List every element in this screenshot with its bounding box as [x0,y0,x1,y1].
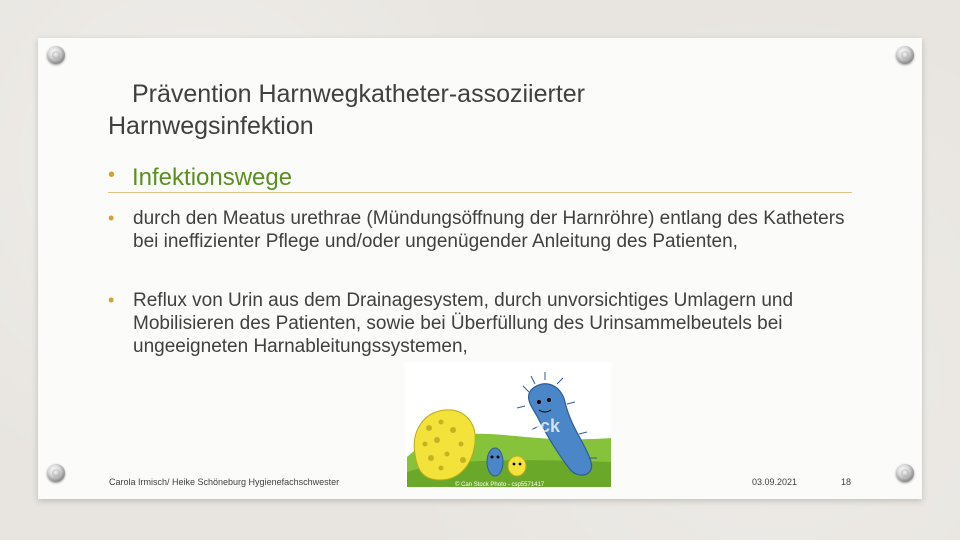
pin-bottom-left-icon [47,464,65,482]
bacteria-cartoon-image [405,362,611,487]
bacteria-cartoon-illustration [405,362,611,487]
image-watermark: CanStock [477,416,561,436]
bullet-dot-icon: • [108,164,116,186]
pin-top-right-icon [896,46,914,64]
bullet-text: durch den Meatus urethrae (Mündungsöffnung der Harnröhre) entlang des Katheters bei ineffizienter Pflege und/oder ungenügender Anleitung des Patienten, [133,208,845,252]
title-line-2: Harnwegsinfektion [108,112,314,140]
image-caption: © Can Stock Photo - csp5571417 [455,482,545,487]
bullet-item [108,207,848,253]
bullet-item [108,289,848,358]
title-line-1: Prävention Harnwegkatheter-assoziierter [132,80,585,108]
bullet-dot-icon: • [108,290,115,310]
section-heading-text: Infektionswege [132,164,293,191]
bullet-text: Reflux von Urin aus dem Drainagesystem, durch unvorsichtiges Umlagern und Mobilisieren des Patienten, sowie bei Überfüllung des Urinsammelbeutels bei ungeeigneten Harnableitungssystemen, [133,290,794,357]
slide-title [108,78,728,142]
pin-bottom-right-icon [896,464,914,482]
footer-date: 03.09.2021 [752,477,798,487]
page-number: 18 [841,477,852,487]
pin-top-left-icon [47,46,65,64]
footer-author: Carola Irmisch/ Heike Schöneburg Hygienefachschwester [109,477,340,487]
section-heading [108,162,852,193]
bullet-dot-icon: • [108,208,115,228]
